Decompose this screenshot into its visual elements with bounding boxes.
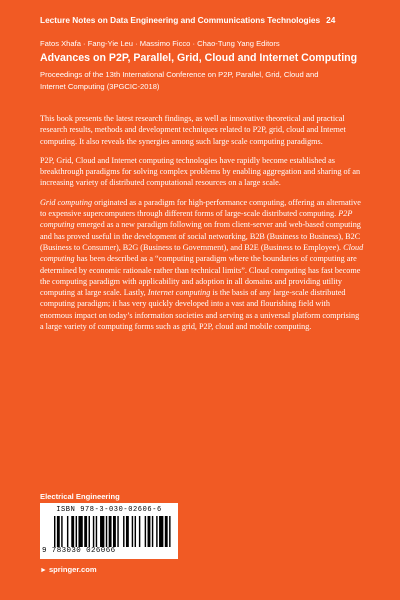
barcode-bar bbox=[152, 516, 153, 547]
blurb-text: has been described as a “computing paradigm where the boundaries of computing are determined by economic rationale rather than technical limits”. Cloud computing has fast become the computing paradigm with applicability and adoption in all domains and providing utility computing at large scale. Lastly, bbox=[40, 254, 361, 298]
blurb-paragraph-1: This book presents the latest research findings, as well as innovative theoretical and practical research results, methods and development techniques related to P2P, grid, cloud and Internet computing. It also reveals the synergies among such large scale computing paradigms. bbox=[40, 114, 346, 146]
barcode-bar bbox=[145, 516, 146, 547]
barcode-bar bbox=[156, 516, 157, 547]
barcode-bar bbox=[89, 516, 90, 547]
barcode-bar bbox=[169, 516, 170, 547]
barcode-bar bbox=[139, 516, 140, 547]
series-line bbox=[40, 15, 380, 25]
barcode-bar bbox=[165, 516, 168, 547]
blurb-text: originated as a paradigm for high-performance computing, offering an alternative to expensive supercomputers through different forms of large-scale distributed computing. bbox=[40, 197, 361, 219]
book-subtitle: Proceedings of the 13th International Conference on P2P, Parallel, Grid, Cloud and Internet Computing (3PGCIC-2018) bbox=[40, 70, 319, 91]
blurb-paragraph-3 bbox=[40, 197, 364, 333]
term-p2p-computing: P2P computing bbox=[40, 209, 353, 230]
barcode bbox=[54, 516, 172, 547]
barcode-bar bbox=[148, 516, 151, 547]
term-cloud-computing: Cloud computing bbox=[40, 242, 364, 264]
editors-line: Fatos Xhafa · Fang-Yie Leu · Massimo Ficco · Chao-Tung Yang Editors bbox=[40, 39, 280, 48]
publisher-url-text: springer.com bbox=[48, 565, 97, 574]
arrow-right-icon: ► bbox=[40, 567, 47, 574]
barcode-bar bbox=[67, 516, 68, 547]
barcode-bar bbox=[76, 516, 77, 547]
barcode-box bbox=[40, 503, 178, 559]
isbn-label: ISBN 978-3-030-02606-6 bbox=[56, 506, 162, 514]
barcode-bar bbox=[54, 516, 55, 547]
barcode-bar bbox=[61, 516, 62, 547]
barcode-bar bbox=[84, 516, 87, 547]
barcode-bar bbox=[126, 516, 129, 547]
term-grid-computing: Grid computing bbox=[40, 197, 93, 207]
barcode-bar bbox=[159, 516, 163, 547]
barcode-bar bbox=[93, 516, 94, 547]
barcode-bar bbox=[117, 516, 118, 547]
barcode-bar bbox=[57, 516, 60, 547]
barcode-digits: 9 783030 026066 bbox=[42, 547, 116, 555]
barcode-bar bbox=[106, 516, 107, 547]
series-name: Lecture Notes on Data Engineering and Communications Technologies bbox=[40, 15, 321, 25]
publisher-url bbox=[40, 565, 240, 574]
blurb bbox=[40, 113, 364, 340]
barcode-bar bbox=[132, 516, 133, 547]
barcode-bar bbox=[109, 516, 112, 547]
barcode-bar bbox=[78, 516, 82, 547]
series-volume: 24 bbox=[326, 15, 336, 25]
barcode-bar bbox=[123, 516, 124, 547]
blurb-paragraph-2: P2P, Grid, Cloud and Internet computing technologies have rapidly become established as breakthrough paradigms for solving complex problems by enabling aggregation and sharing of an increasing variety of distributed computational resources on a large scale. bbox=[40, 155, 361, 188]
book-title: Advances on P2P, Parallel, Grid, Cloud and Internet Computing bbox=[40, 52, 358, 64]
barcode-bar bbox=[71, 516, 74, 547]
barcode-bar bbox=[135, 516, 136, 547]
blurb-text: is the basis of any large-scale distributed computing paradigm; it has very quickly developed into a vast and flourishing field with enormous impact on today’s information societies and serving as a universal platform comprising a large variety of computing forms such as grid, P2P, cloud and mobile computing. bbox=[40, 288, 360, 332]
barcode-bar bbox=[96, 516, 97, 547]
blurb-text: emerged as a new paradigm following on from client-server and web-based computing and has proved useful in the development of social networking, B2B (Business to Business), B2C (Business to Consumer), B2G (Business to Government), and B2E (Business to Employee). bbox=[40, 220, 361, 252]
barcode-bar bbox=[113, 516, 116, 547]
term-internet-computing: Internet computing bbox=[147, 288, 211, 298]
barcode-bar bbox=[100, 516, 104, 547]
subject-category: Electrical Engineering bbox=[40, 492, 120, 501]
